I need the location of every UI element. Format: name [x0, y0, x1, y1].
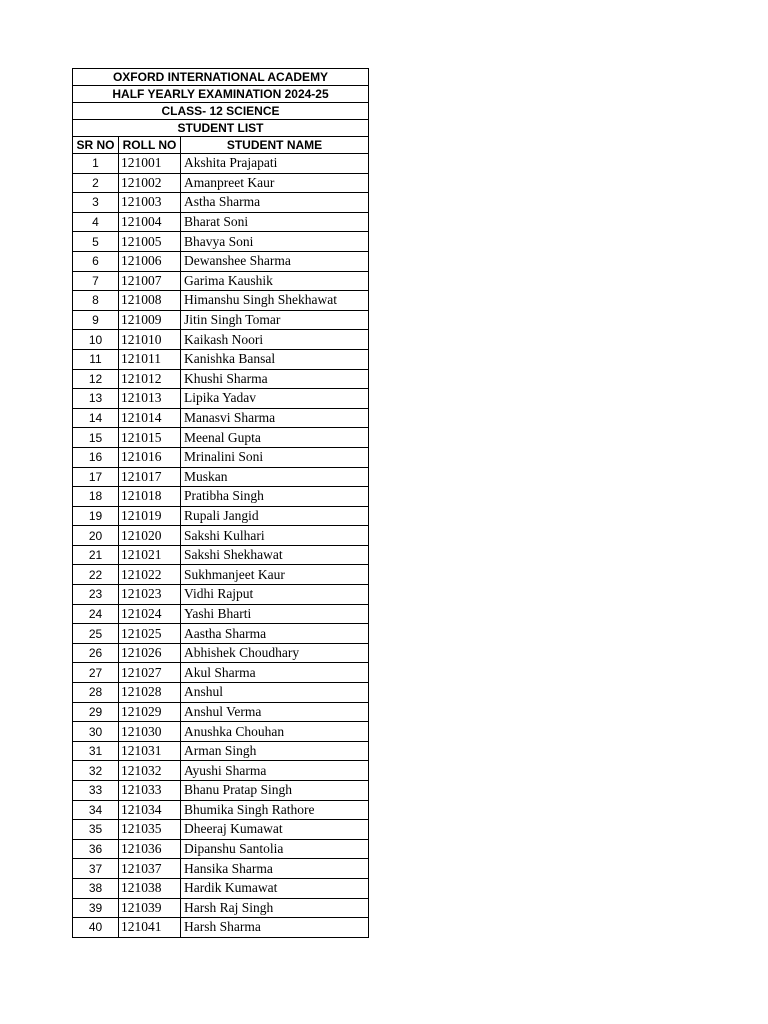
sr-no-cell: 10 — [73, 330, 119, 350]
table-row — [73, 545, 369, 565]
student-name-cell: Jitin Singh Tomar — [181, 310, 369, 330]
student-name-cell: Akul Sharma — [181, 663, 369, 683]
student-name-cell: Bhavya Soni — [181, 232, 369, 252]
table-row — [73, 487, 369, 507]
table-row — [73, 330, 369, 350]
student-name-cell: Rupali Jangid — [181, 506, 369, 526]
sr-no-cell: 5 — [73, 232, 119, 252]
roll-no-header: ROLL NO — [119, 137, 181, 154]
student-name-cell: Hardik Kumawat — [181, 878, 369, 898]
student-name-cell: Arman Singh — [181, 741, 369, 761]
roll-no-cell: 121019 — [119, 506, 181, 526]
list-title-row — [73, 120, 369, 137]
roll-no-cell: 121014 — [119, 408, 181, 428]
table-row — [73, 800, 369, 820]
table-row — [73, 604, 369, 624]
student-name-cell: Mrinalini Soni — [181, 447, 369, 467]
table-row — [73, 408, 369, 428]
sr-no-cell: 7 — [73, 271, 119, 291]
table-row — [73, 761, 369, 781]
list-title: STUDENT LIST — [73, 120, 369, 137]
roll-no-cell: 121016 — [119, 447, 181, 467]
sr-no-cell: 15 — [73, 428, 119, 448]
student-name-cell: Anshul Verma — [181, 702, 369, 722]
roll-no-cell: 121039 — [119, 898, 181, 918]
table-row — [73, 624, 369, 644]
sr-no-cell: 26 — [73, 643, 119, 663]
table-row — [73, 683, 369, 703]
student-list-body — [73, 69, 369, 938]
table-row — [73, 173, 369, 193]
roll-no-cell: 121007 — [119, 271, 181, 291]
sr-no-cell: 32 — [73, 761, 119, 781]
roll-no-cell: 121029 — [119, 702, 181, 722]
sr-no-cell: 21 — [73, 545, 119, 565]
table-row — [73, 349, 369, 369]
student-name-cell: Manasvi Sharma — [181, 408, 369, 428]
student-name-cell: Pratibha Singh — [181, 487, 369, 507]
sr-no-cell: 12 — [73, 369, 119, 389]
student-name-cell: Sakshi Kulhari — [181, 526, 369, 546]
sr-no-cell: 27 — [73, 663, 119, 683]
roll-no-cell: 121041 — [119, 918, 181, 938]
table-row — [73, 291, 369, 311]
table-row — [73, 781, 369, 801]
roll-no-cell: 121013 — [119, 389, 181, 409]
table-row — [73, 722, 369, 742]
sr-no-cell: 11 — [73, 349, 119, 369]
roll-no-cell: 121011 — [119, 349, 181, 369]
roll-no-cell: 121034 — [119, 800, 181, 820]
roll-no-cell: 121001 — [119, 154, 181, 174]
table-row — [73, 310, 369, 330]
table-row — [73, 565, 369, 585]
roll-no-cell: 121010 — [119, 330, 181, 350]
roll-no-cell: 121032 — [119, 761, 181, 781]
sr-no-cell: 34 — [73, 800, 119, 820]
student-name-cell: Sukhmanjeet Kaur — [181, 565, 369, 585]
column-header-row — [73, 137, 369, 154]
table-row — [73, 878, 369, 898]
table-row — [73, 389, 369, 409]
roll-no-cell: 121035 — [119, 820, 181, 840]
sr-no-cell: 19 — [73, 506, 119, 526]
table-row — [73, 859, 369, 879]
table-row — [73, 428, 369, 448]
student-name-cell: Muskan — [181, 467, 369, 487]
roll-no-cell: 121028 — [119, 683, 181, 703]
table-row — [73, 447, 369, 467]
roll-no-cell: 121008 — [119, 291, 181, 311]
roll-no-cell: 121005 — [119, 232, 181, 252]
roll-no-cell: 121006 — [119, 251, 181, 271]
sr-no-cell: 28 — [73, 683, 119, 703]
student-name-cell: Lipika Yadav — [181, 389, 369, 409]
student-name-cell: Vidhi Rajput — [181, 585, 369, 605]
student-name-cell: Bhumika Singh Rathore — [181, 800, 369, 820]
roll-no-cell: 121033 — [119, 781, 181, 801]
sr-no-cell: 9 — [73, 310, 119, 330]
table-row — [73, 663, 369, 683]
table-row — [73, 643, 369, 663]
roll-no-cell: 121021 — [119, 545, 181, 565]
roll-no-cell: 121038 — [119, 878, 181, 898]
student-name-cell: Khushi Sharma — [181, 369, 369, 389]
exam-title-row — [73, 86, 369, 103]
student-name-cell: Sakshi Shekhawat — [181, 545, 369, 565]
student-name-cell: Anshul — [181, 683, 369, 703]
table-row — [73, 271, 369, 291]
sr-no-cell: 6 — [73, 251, 119, 271]
table-row — [73, 820, 369, 840]
sr-no-cell: 23 — [73, 585, 119, 605]
roll-no-cell: 121018 — [119, 487, 181, 507]
sr-no-cell: 24 — [73, 604, 119, 624]
class-title: CLASS- 12 SCIENCE — [73, 103, 369, 120]
table-row — [73, 702, 369, 722]
roll-no-cell: 121022 — [119, 565, 181, 585]
sr-no-cell: 30 — [73, 722, 119, 742]
student-name-cell: Abhishek Choudhary — [181, 643, 369, 663]
roll-no-cell: 121025 — [119, 624, 181, 644]
table-row — [73, 506, 369, 526]
student-name-cell: Hansika Sharma — [181, 859, 369, 879]
student-name-cell: Aastha Sharma — [181, 624, 369, 644]
sr-no-cell: 13 — [73, 389, 119, 409]
roll-no-cell: 121015 — [119, 428, 181, 448]
table-row — [73, 467, 369, 487]
roll-no-cell: 121002 — [119, 173, 181, 193]
student-name-cell: Anushka Chouhan — [181, 722, 369, 742]
sr-no-cell: 22 — [73, 565, 119, 585]
table-row — [73, 193, 369, 213]
table-row — [73, 741, 369, 761]
roll-no-cell: 121030 — [119, 722, 181, 742]
roll-no-cell: 121027 — [119, 663, 181, 683]
sr-no-cell: 33 — [73, 781, 119, 801]
student-name-cell: Dipanshu Santolia — [181, 839, 369, 859]
sr-no-cell: 18 — [73, 487, 119, 507]
sr-no-cell: 20 — [73, 526, 119, 546]
student-name-cell: Astha Sharma — [181, 193, 369, 213]
roll-no-cell: 121026 — [119, 643, 181, 663]
sr-no-cell: 3 — [73, 193, 119, 213]
roll-no-cell: 121023 — [119, 585, 181, 605]
sr-no-header: SR NO — [73, 137, 119, 154]
sr-no-cell: 17 — [73, 467, 119, 487]
roll-no-cell: 121003 — [119, 193, 181, 213]
roll-no-cell: 121024 — [119, 604, 181, 624]
table-row — [73, 839, 369, 859]
table-row — [73, 251, 369, 271]
table-row — [73, 526, 369, 546]
student-name-cell: Himanshu Singh Shekhawat — [181, 291, 369, 311]
table-row — [73, 154, 369, 174]
roll-no-cell: 121009 — [119, 310, 181, 330]
table-row — [73, 898, 369, 918]
student-name-cell: Kaikash Noori — [181, 330, 369, 350]
school-name-row — [73, 69, 369, 86]
sr-no-cell: 8 — [73, 291, 119, 311]
student-name-header: STUDENT NAME — [181, 137, 369, 154]
student-name-cell: Harsh Sharma — [181, 918, 369, 938]
sr-no-cell: 4 — [73, 212, 119, 232]
student-name-cell: Bhanu Pratap Singh — [181, 781, 369, 801]
roll-no-cell: 121036 — [119, 839, 181, 859]
student-name-cell: Yashi Bharti — [181, 604, 369, 624]
table-row — [73, 212, 369, 232]
student-name-cell: Dheeraj Kumawat — [181, 820, 369, 840]
student-name-cell: Harsh Raj Singh — [181, 898, 369, 918]
table-row — [73, 369, 369, 389]
school-name: OXFORD INTERNATIONAL ACADEMY — [73, 69, 369, 86]
student-name-cell: Kanishka Bansal — [181, 349, 369, 369]
student-name-cell: Ayushi Sharma — [181, 761, 369, 781]
sr-no-cell: 36 — [73, 839, 119, 859]
sr-no-cell: 37 — [73, 859, 119, 879]
sr-no-cell: 40 — [73, 918, 119, 938]
student-name-cell: Akshita Prajapati — [181, 154, 369, 174]
sr-no-cell: 16 — [73, 447, 119, 467]
sr-no-cell: 39 — [73, 898, 119, 918]
student-name-cell: Amanpreet Kaur — [181, 173, 369, 193]
student-name-cell: Dewanshee Sharma — [181, 251, 369, 271]
student-name-cell: Bharat Soni — [181, 212, 369, 232]
sr-no-cell: 2 — [73, 173, 119, 193]
sr-no-cell: 25 — [73, 624, 119, 644]
student-list-table — [72, 68, 369, 938]
roll-no-cell: 121017 — [119, 467, 181, 487]
table-row — [73, 585, 369, 605]
roll-no-cell: 121037 — [119, 859, 181, 879]
sr-no-cell: 29 — [73, 702, 119, 722]
student-name-cell: Garima Kaushik — [181, 271, 369, 291]
class-title-row — [73, 103, 369, 120]
sr-no-cell: 1 — [73, 154, 119, 174]
exam-title: HALF YEARLY EXAMINATION 2024-25 — [73, 86, 369, 103]
roll-no-cell: 121004 — [119, 212, 181, 232]
roll-no-cell: 121012 — [119, 369, 181, 389]
table-row — [73, 232, 369, 252]
sr-no-cell: 31 — [73, 741, 119, 761]
sr-no-cell: 35 — [73, 820, 119, 840]
sr-no-cell: 14 — [73, 408, 119, 428]
table-row — [73, 918, 369, 938]
roll-no-cell: 121031 — [119, 741, 181, 761]
sr-no-cell: 38 — [73, 878, 119, 898]
student-name-cell: Meenal Gupta — [181, 428, 369, 448]
roll-no-cell: 121020 — [119, 526, 181, 546]
